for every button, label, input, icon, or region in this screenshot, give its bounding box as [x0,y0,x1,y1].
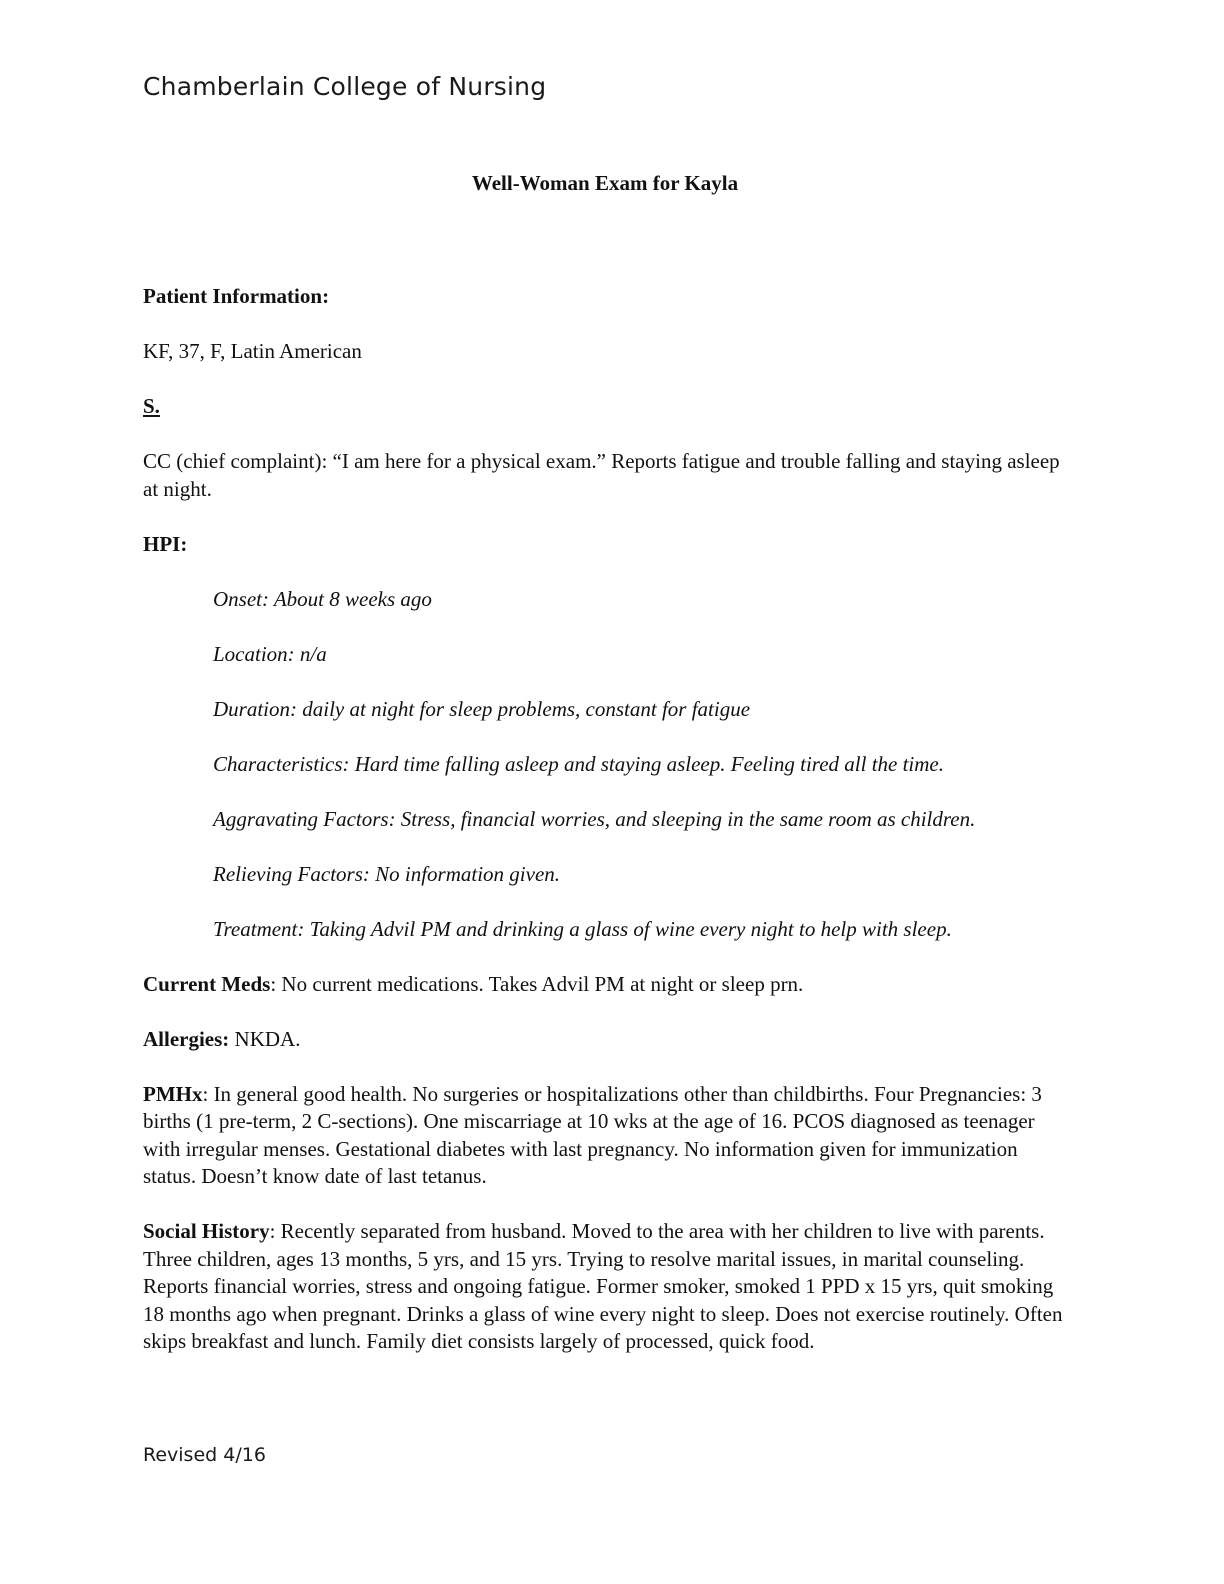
current-meds-text: : No current medications. Takes Advil PM at night or sleep prn. [270,971,804,996]
chief-complaint-label: CC [143,449,172,473]
allergies-label: Allergies: [143,1026,230,1051]
pmhx-text: : In general good health. No surgeries or hospitalizations other than childbirths. Four Pregnancies: 3 births (1 pre-term, 2 C-sections). One miscarriage at 10 wks at the age of 16. PCOS diagnosed as teenager with irregular menses. Gestational diabetes with last pregnancy. No information given for immunization status. Doesn’t know date of last tetanus. [143,1081,1042,1188]
hpi-aggravating-factors: Aggravating Factors: Stress, financial worries, and sleeping in the same room as children. [213,806,976,831]
social-history [143,1218,1073,1356]
chief-complaint [143,448,1073,503]
pmhx-label: PMHx [143,1081,203,1106]
institution-header: Chamberlain College of Nursing [143,72,547,101]
subjective-heading: S. [143,394,160,418]
allergies-text: NKDA. [229,1026,301,1051]
document-title: Well-Woman Exam for Kayla [471,171,739,195]
hpi-characteristics: Characteristics: Hard time falling asleep and staying asleep. Feeling tired all the time. [213,751,945,776]
pmhx [143,1081,1073,1191]
social-history-label: Social History [143,1219,270,1243]
hpi-location: Location: n/a [213,641,327,666]
hpi-duration: Duration: daily at night for sleep problems, constant for fatigue [213,696,751,721]
hpi-relieving-factors: Relieving Factors: No information given. [213,861,561,886]
patient-info-value: KF, 37, F, Latin American [143,339,362,363]
document-body [143,283,1073,1383]
hpi-heading: HPI: [143,531,188,556]
current-meds-label: Current Meds [143,971,271,996]
chief-complaint-text: (chief complaint): “I am here for a physical exam.” Reports fatigue and trouble falling and staying asleep at night. [143,449,1060,501]
hpi-treatment: Treatment: Taking Advil PM and drinking a glass of wine every night to help with sleep. [213,916,952,941]
current-meds [143,971,1073,999]
social-history-text: : Recently separated from husband. Moved to the area with her children to live with parents. Three children, ages 13 months, 5 yrs, and 15 yrs. Trying to resolve marital issues, in marital counseling. Reports financial worries, stress and ongoing fatigue. Former smoker, smoked 1 PPD x 15 yrs, quit smoking 18 months ago when pregnant. Drinks a glass of wine every night to sleep. Does not exercise routinely. Often skips breakfast and lunch. Family diet consists largely of processed, quick food. [143,1219,1063,1353]
patient-info-heading: Patient Information: [143,284,330,308]
allergies [143,1026,1073,1054]
revision-footer: Revised 4/16 [143,1444,266,1466]
hpi-onset: Onset: About 8 weeks ago [213,586,432,611]
